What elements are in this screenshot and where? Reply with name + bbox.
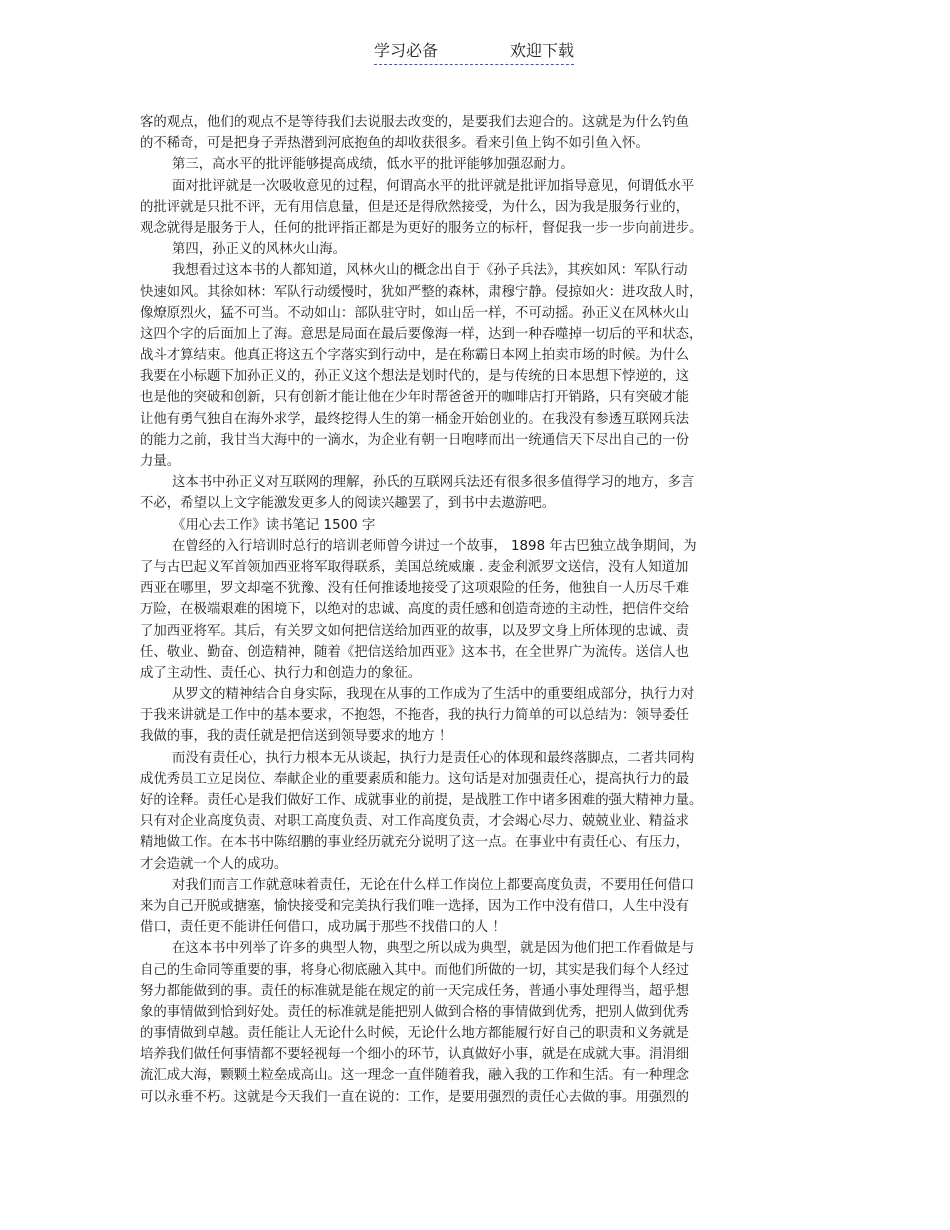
text-line: 万险，在极端艰难的困境下，以绝对的忠诚、高度的责任感和创造奇迹的主动性，把信件交给 (140, 602, 690, 618)
text-line: 而没有责任心，执行力根本无从谈起，执行力是责任心的体现和最终落脚点，二者共同构 (172, 750, 695, 766)
text-line: 《用心去工作》读书笔记 1500 字 (172, 517, 376, 533)
text-line: 我要在小标题下加孙正义的，孙正义这个想法是划时代的，是与传统的日本思想下悖逆的，这 (140, 369, 690, 385)
text-line: 让他有勇气独自在海外求学，最终挖得人生的第一桶金开始创业的。在我没有参透互联网兵法 (140, 411, 690, 427)
page-header (374, 40, 574, 65)
text-line: 战斗才算结束。他真正将这五个字落实到行动中，是在称霸日本网上拍卖市场的时候。为什么 (140, 348, 690, 364)
text-line: 自己的生命同等重要的事，将身心彻底融入其中。而他们所做的一切，其实是我们每个人经过 (140, 962, 690, 978)
text-line: 我想看过这本书的人都知道，风林火山的概念出自于《孙子兵法》，其疾如风：军队行动 (172, 263, 688, 279)
text-line: 西亚在哪里，罗文却毫不犹豫、没有任何推诿地接受了这项艰险的任务，他独自一人历尽千难 (140, 581, 690, 597)
text-line: 的批评就是只批不评，无有用信息量，但是还是得欣然接受，为什么，因为我是服务行业的， (140, 199, 690, 215)
text-line: 才会造就一个人的成功。 (140, 856, 288, 872)
text-line: 像燎原烈火，猛不可当。不动如山：部队驻守时，如山岳一样，不可动摇。孙正义在风林火山 (140, 305, 690, 321)
text-line: 第三，高水平的批评能够提高成绩，低水平的批评能够加强忍耐力。 (172, 157, 574, 173)
text-line: 的能力之前，我甘当大海中的一滴水，为企业有朝一日咆哮而出一统通信天下尽出自己的一份 (140, 432, 690, 448)
text-line: 精地做工作。在本书中陈绍鹏的事业经历就充分说明了这一点。在事业中有责任心、有压力， (140, 835, 690, 851)
text-line: 象的事情做到恰到好处。责任的标准就是能把别人做到合格的事情做到优秀，把别人做到优秀 (140, 1004, 690, 1020)
text-line: 我做的事，我的责任就是把信送到领导要求的地方 ！ (140, 729, 453, 745)
text-line: 从罗文的精神结合自身实际，我现在从事的工作成为了生活中的重要组成部分，执行力对 (172, 687, 695, 703)
text-line: 在这本书中列举了许多的典型人物，典型之所以成为典型，就是因为他们把工作看做是与 (172, 941, 695, 957)
text-line: 这四个字的后面加上了海。意思是局面在最后要像海一样，达到一种吞噬掉一切后的平和状态， (140, 326, 703, 342)
document-body (140, 112, 800, 1108)
text-line: 力量。 (140, 454, 181, 469)
text-line: 流汇成大海，颗颗土粒垒成高山。这一理念一直伴随着我，融入我的工作和生活。有一种理念 (140, 1068, 690, 1084)
text-line: 面对批评就是一次吸收意见的过程，何谓高水平的批评就是批评加指导意见，何谓低水平 (172, 178, 695, 194)
text-line: 了与古巴起义军首领加西亚将军取得联系，美国总统威廉 . 麦金利派罗文送信，没有人知道加 (140, 559, 689, 575)
text-line: 任、敬业、勤奋、创造精神，随着《把信送给加西亚》这本书，在全世界广为流传。送信人也 (140, 644, 690, 660)
text-line: 只有对企业高度负责、对职工高度负责、对工作高度负责，才会竭心尽力、兢兢业业、精益求 (140, 814, 690, 830)
text-line: 了加西亚将军。其后，有关罗文如何把信送给加西亚的故事，以及罗文身上所体现的忠诚、责 (140, 623, 690, 639)
header-left-text: 学习必备 (374, 41, 439, 60)
text-line: 成优秀员工立足岗位、奉献企业的重要素质和能力。这句话是对加强责任心，提高执行力的最 (140, 771, 690, 787)
text-line: 于我来讲就是工作中的基本要求，不抱怨，不拖沓，我的执行力简单的可以总结为：领导委任 (140, 708, 690, 724)
text-line: 观念就得是服务于人，任何的批评指正都是为更好的服务立的标杆，督促我一步一步向前进步。 (140, 220, 703, 236)
text-line: 第四，孙正义的风林火山海。 (172, 242, 347, 258)
text-line: 好的诠释。责任心是我们做好工作、成就事业的前提，是战胜工作中诸多困难的强大精神力量。 (140, 793, 703, 808)
text-line: 的不稀奇，可是把身子弄热潜到河底抱鱼的却收获很多。看来引鱼上钩不如引鱼入怀。 (140, 136, 649, 152)
text-line: 努力都能做到的事。责任的标准就是能在规定的前一天完成任务，普通小事处理得当，超乎想 (140, 983, 690, 999)
text-line: 成了主动性、责任心、执行力和创造力的象征。 (140, 665, 422, 681)
text-line: 可以永垂不朽。这就是今天我们一直在说的：工作，是要用强烈的责任心去做的事。用强烈的 (140, 1089, 690, 1105)
text-line: 培养我们做任何事情都不要轻视每一个细小的环节，认真做好小事，就是在成就大事。涓涓细 (140, 1047, 690, 1063)
text-line: 快速如风。其徐如林：军队行动缓慢时，犹如严整的森林，肃穆宁静。侵掠如火：进攻敌人时， (140, 284, 703, 300)
text-line: 在曾经的入行培训时总行的培训老师曾今讲过一个故事， 1898 年古巴独立战争期间，为 (172, 538, 697, 554)
text-line: 不必，希望以上文字能激发更多人的阅读兴趣罢了，到书中去遨游吧。 (140, 496, 556, 512)
text-line: 这本书中孙正义对互联网的理解，孙氏的互联网兵法还有很多很多值得学习的地方，多言 (172, 475, 695, 491)
header-right-text: 欢迎下载 (509, 41, 574, 60)
text-line: 来为自己开脱或搪塞，愉快接受和完美执行我们唯一选择，因为工作中没有借口，人生中没有 (140, 898, 690, 914)
text-line: 也是他的突破和创新，只有创新才能让他在少年时帮爸爸开的咖啡店打开销路，只有突破才能 (140, 390, 690, 406)
text-line: 的事情做到卓越。责任能让人无论什么时候，无论什么地方都能履行好自己的职责和义务就是 (140, 1026, 690, 1042)
text-line: 借口，责任更不能讲任何借口，成功属于那些不找借口的人 ！ (140, 920, 506, 936)
text-line: 客的观点，他们的观点不是等待我们去说服去改变的，是要我们去迎合的。这就是为什么钓鱼 (140, 115, 690, 130)
text-line: 对我们而言工作就意味着责任，无论在什么样工作岗位上都要高度负责，不要用任何借口 (172, 877, 695, 893)
